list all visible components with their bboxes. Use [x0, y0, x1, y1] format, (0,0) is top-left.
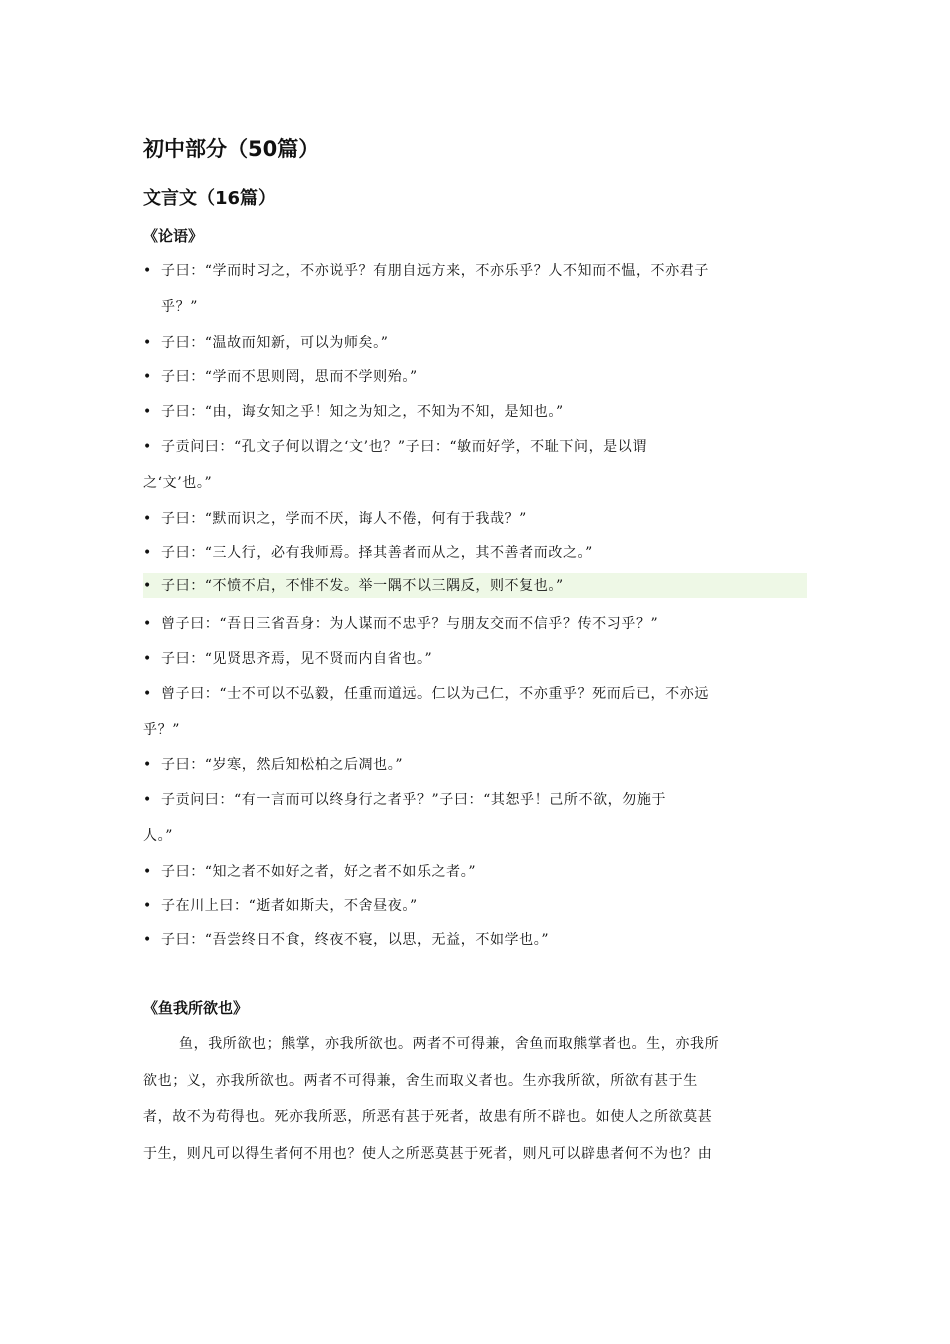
yuwo-title: 《鱼我所欲也》	[143, 999, 249, 1017]
bullet-icon: •	[143, 439, 152, 455]
list-item: • 子曰：“学而不思则罔，思而不学则殆。”	[143, 366, 418, 388]
list-item-continuation: 乎？”	[161, 299, 198, 315]
bullet-icon: •	[143, 511, 152, 527]
paragraph-line: 鱼，我所欲也；熊掌，亦我所欲也。两者不可得兼，舍鱼而取熊掌者也。生，亦我所	[179, 1036, 720, 1052]
paragraph-line: 于生，则凡可以得生者何不用也？使人之所恶莫甚于死者，则凡可以辟患者何不为也？由	[143, 1146, 713, 1162]
lunyu-title: 《论语》	[143, 227, 204, 245]
list-item: • 子贡问曰：“孔文子何以谓之‘文’也？”子曰：“敏而好学，不耻下问，是以谓	[143, 436, 647, 458]
list-item: • 子贡问曰：“有一言而可以终身行之者乎？”子曰：“其恕乎！己所不欲，勿施于	[143, 789, 666, 811]
section-heading: 文言文（16篇）	[143, 188, 277, 209]
list-item: • 子曰：“知之者不如好之者，好之者不如乐之者。”	[143, 861, 476, 883]
list-item: • 子在川上曰：“逝者如斯夫，不舍昼夜。”	[143, 895, 418, 917]
list-item: • 子曰：“岁寒，然后知松柏之后凋也。”	[143, 754, 403, 776]
bullet-icon: •	[143, 263, 152, 279]
list-item: • 曾子曰：“吾日三省吾身：为人谋而不忠乎？与朋友交而不信乎？传不习乎？”	[143, 613, 658, 635]
bullet-icon: •	[143, 404, 152, 420]
list-item-highlighted: • 子曰：“不愤不启，不悱不发。举一隅不以三隅反，则不复也。”	[143, 575, 564, 597]
list-item: • 子曰：“三人行，必有我师焉。择其善者而从之，其不善者而改之。”	[143, 542, 593, 564]
list-item: • 子曰：“由，诲女知之乎！知之为知之，不知为不知，是知也。”	[143, 401, 564, 423]
bullet-icon: •	[143, 651, 152, 667]
bullet-icon: •	[143, 757, 152, 773]
list-item-continuation: 之‘文’也。”	[143, 475, 213, 491]
bullet-icon: •	[143, 864, 152, 880]
list-item-continuation: 人。”	[143, 828, 173, 844]
bullet-icon: •	[143, 898, 152, 914]
list-item: • 子曰：“学而时习之，不亦说乎？有朋自远方来，不亦乐乎？人不知而不愠，不亦君子	[143, 260, 709, 282]
list-item: • 子曰：“见贤思齐焉，见不贤而内自省也。”	[143, 648, 432, 670]
list-item: • 子曰：“温故而知新，可以为师矣。”	[143, 332, 389, 354]
list-item-continuation: 乎？”	[143, 722, 180, 738]
main-heading: 初中部分（50篇）	[143, 137, 320, 161]
bullet-icon: •	[143, 932, 152, 948]
bullet-icon: •	[143, 616, 152, 632]
bullet-icon: •	[143, 335, 152, 351]
list-item: • 子曰：“默而识之，学而不厌，诲人不倦，何有于我哉？”	[143, 508, 527, 530]
paragraph-line: 者，故不为苟得也。死亦我所恶，所恶有甚于死者，故患有所不辟也。如使人之所欲莫甚	[143, 1109, 713, 1125]
paragraph-line: 欲也；义，亦我所欲也。两者不可得兼，舍生而取义者也。生亦我所欲，所欲有甚于生	[143, 1073, 698, 1089]
bullet-icon: •	[143, 578, 152, 594]
bullet-icon: •	[143, 369, 152, 385]
bullet-icon: •	[143, 545, 152, 561]
list-item: • 子曰：“吾尝终日不食，终夜不寝，以思，无益，不如学也。”	[143, 929, 549, 951]
bullet-icon: •	[143, 686, 152, 702]
list-item: • 曾子曰：“士不可以不弘毅，任重而道远。仁以为己仁，不亦重乎？死而后已，不亦远	[143, 683, 709, 705]
bullet-icon: •	[143, 792, 152, 808]
